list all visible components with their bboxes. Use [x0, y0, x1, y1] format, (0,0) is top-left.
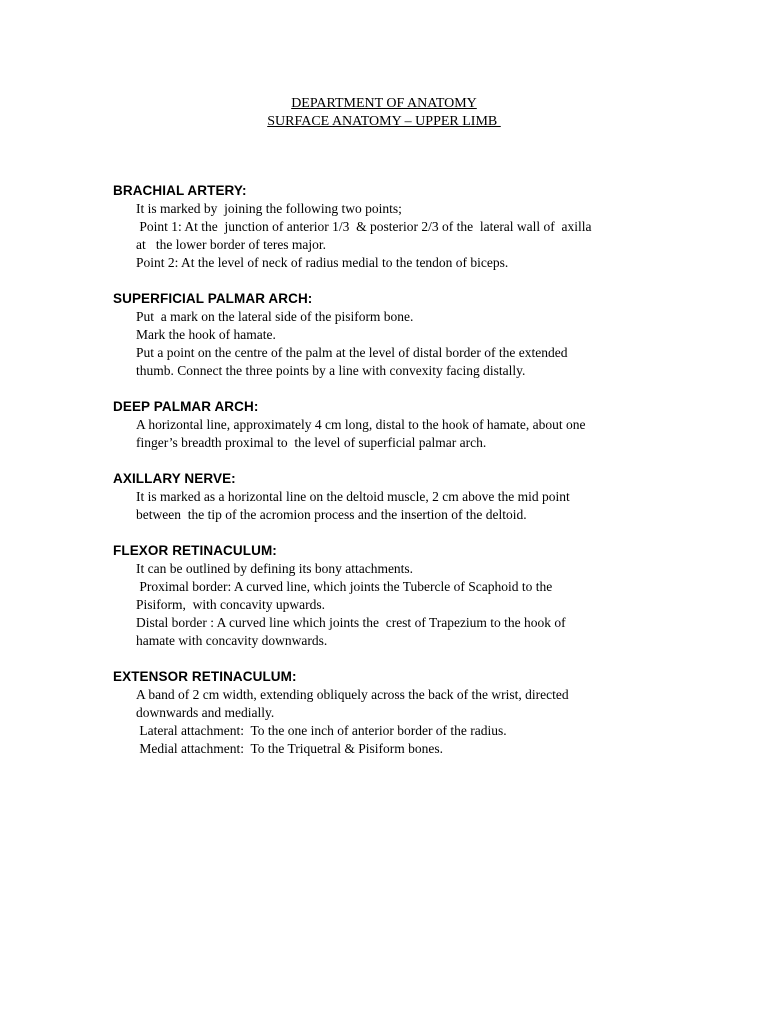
section-axillary-nerve [113, 470, 653, 524]
section-text-line: Proximal border: A curved line, which joints the Tubercle of Scaphoid to the [136, 579, 553, 594]
section-text-line: Point 2: At the level of neck of radius medial to the tendon of biceps. [136, 255, 509, 270]
section-text-line: hamate with concavity downwards. [136, 633, 328, 648]
section-title: FLEXOR RETINACULUM: [113, 543, 277, 558]
section-text-line: A band of 2 cm width, extending obliquely across the back of the wrist, directed [136, 687, 569, 702]
section-text-line: downwards and medially. [136, 705, 275, 720]
section-title: EXTENSOR RETINACULUM: [113, 669, 297, 684]
section-flexor-retinaculum [113, 542, 653, 650]
department-title: DEPARTMENT OF ANATOMY [291, 96, 477, 111]
section-text-line: Point 1: At the junction of anterior 1/3 & posterior 2/3 of the lateral wall of axilla [136, 219, 592, 234]
document-subtitle: SURFACE ANATOMY – UPPER LIMB [267, 114, 501, 129]
section-title: AXILLARY NERVE: [113, 471, 236, 486]
section-text-line: Put a point on the centre of the palm at the level of distal border of the extended [136, 345, 568, 360]
document-heading [0, 95, 768, 131]
section-text-line: It is marked by joining the following two points; [136, 201, 402, 216]
section-text-line: Mark the hook of hamate. [136, 327, 276, 342]
section-deep-palmar-arch [113, 398, 653, 452]
section-title: DEEP PALMAR ARCH: [113, 399, 259, 414]
section-text-line: thumb. Connect the three points by a line with convexity facing distally. [136, 363, 526, 378]
section-brachial-artery [113, 182, 653, 272]
section-text-line: finger’s breadth proximal to the level of superficial palmar arch. [136, 435, 487, 450]
section-superficial-palmar-arch [113, 290, 653, 380]
section-title: BRACHIAL ARTERY: [113, 183, 247, 198]
section-text-line: between the tip of the acromion process and the insertion of the deltoid. [136, 507, 527, 522]
section-text-line: Medial attachment: To the Triquetral & Pisiform bones. [136, 741, 444, 756]
section-text-line: Put a mark on the lateral side of the pisiform bone. [136, 309, 414, 324]
section-title: SUPERFICIAL PALMAR ARCH: [113, 291, 313, 306]
section-text-line: Lateral attachment: To the one inch of anterior border of the radius. [136, 723, 507, 738]
section-text-line: It is marked as a horizontal line on the deltoid muscle, 2 cm above the mid point [136, 489, 570, 504]
document-body [113, 182, 653, 776]
section-text-line: at the lower border of teres major. [136, 237, 327, 252]
section-extensor-retinaculum [113, 668, 653, 758]
section-text-line: It can be outlined by defining its bony attachments. [136, 561, 414, 576]
section-text-line: Distal border : A curved line which joints the crest of Trapezium to the hook of [136, 615, 566, 630]
section-text-line: A horizontal line, approximately 4 cm long, distal to the hook of hamate, about one [136, 417, 586, 432]
section-text-line: Pisiform, with concavity upwards. [136, 597, 325, 612]
